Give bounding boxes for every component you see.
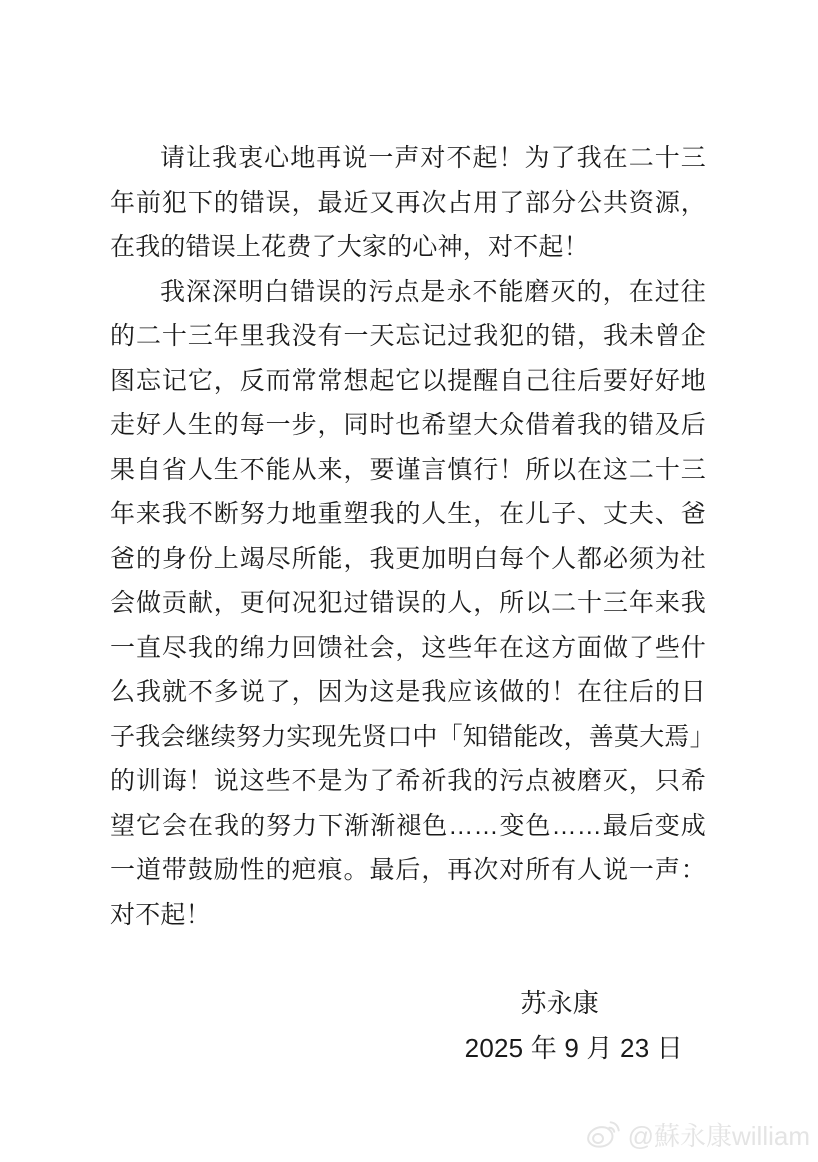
weibo-logo-icon [585, 1119, 621, 1153]
letter-line: 的训诲！说这些不是为了希祈我的污点被磨灭，只希 [110, 767, 706, 795]
watermark-handle: @蘇永康william [627, 1121, 810, 1151]
letter-line: 在我的错误上花费了大家的心神，对不起！ [110, 233, 589, 261]
letter-line: 一道带鼓励性的疤痕。最后，再次对所有人说一声： [110, 856, 706, 884]
letter-line: 会做贡献，更何况犯过错误的人，所以二十三年来我 [110, 589, 706, 617]
letter-body [110, 136, 715, 1070]
letter-line: 对不起！ [110, 900, 211, 929]
signature-date: 2025 年 9 月 23 日 [464, 1032, 683, 1063]
letter-line: 的二十三年里我没有一天忘记过我犯的错，我未曾企 [110, 322, 706, 350]
letter-line: 果自省人生不能从来，要谨言慎行！所以在这二十三 [110, 455, 706, 484]
weibo-watermark [585, 1119, 810, 1153]
letter-line: 图忘记它，反而常常想起它以提醒自己往后要好好地 [110, 366, 706, 395]
letter-line: 爸的身份上竭尽所能，我更加明白每个人都必须为社 [110, 544, 706, 573]
letter-line: 请让我衷心地再说一声对不起！为了我在二十三 [160, 144, 706, 172]
letter-line: 我深深明白错误的污点是永不能磨灭的，在过往 [160, 277, 706, 306]
letter-line: 走好人生的每一步，同时也希望大众借着我的错及后 [110, 411, 706, 439]
letter-line: 年来我不断努力地重塑我的人生，在儿子、丈夫、爸 [110, 500, 706, 528]
letter-line: 望它会在我的努力下渐渐褪色……变色……最后变成 [110, 811, 706, 840]
letter-line: 一直尽我的绵力回馈社会，这些年在这方面做了些什 [110, 633, 706, 662]
signature-block [110, 981, 706, 1070]
letter-line: 年前犯下的错误，最近又再次占用了部分公共资源， [110, 188, 706, 217]
signature-name: 苏永康 [520, 988, 599, 1018]
letter-line: 么我就不多说了，因为这是我应该做的！在往后的日 [110, 678, 706, 706]
letter-line: 子我会继续努力实现先贤口中「知错能改，善莫大焉」 [110, 722, 715, 751]
